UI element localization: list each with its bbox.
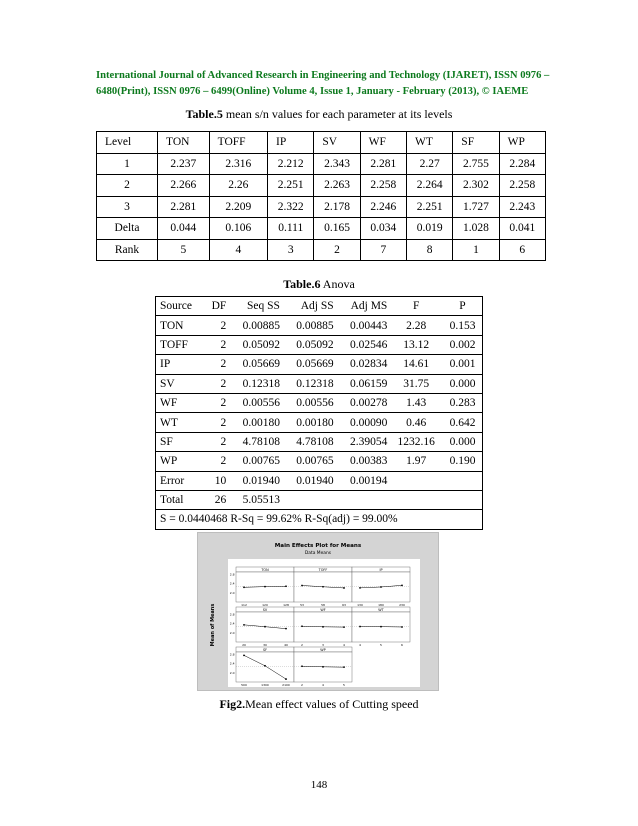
table6-cell: 0.00765	[242, 455, 280, 468]
table5-header-cell: WP	[499, 132, 545, 154]
table5-cell: 0.034	[360, 218, 406, 240]
table6-cell: 5.05513	[242, 494, 280, 507]
table5-row	[97, 218, 546, 240]
data-point	[343, 626, 345, 628]
table5-cell: 2.178	[314, 196, 360, 218]
data-point	[285, 628, 287, 630]
table6-cell: WP	[156, 452, 205, 471]
table6-cell	[336, 490, 390, 509]
table5-cell: 2.209	[209, 196, 267, 218]
x-tick-label: 40	[284, 643, 288, 648]
table6-row	[156, 355, 483, 374]
table6-row	[156, 432, 483, 451]
x-tick-label: 3	[322, 643, 324, 648]
table6-row	[156, 316, 483, 335]
table6-cell: 0.01940	[242, 474, 280, 487]
table5-header-cell: IP	[268, 132, 314, 154]
data-point	[264, 586, 266, 588]
data-point	[243, 586, 245, 588]
table5-header-cell: TOFF	[209, 132, 267, 154]
table6-cell: 0.002	[443, 335, 482, 354]
table5-header-cell: WT	[406, 132, 452, 154]
table6-cell: 1.43	[406, 397, 427, 410]
table5-row	[97, 153, 546, 175]
table6-cell: 0.153	[443, 316, 482, 335]
table5-header-cell: SV	[314, 132, 360, 154]
table6-cell: 0.000	[443, 374, 482, 393]
table5-cell: 0.019	[406, 218, 452, 240]
panel-label: WP	[320, 647, 326, 652]
table6-row	[156, 452, 483, 471]
table6-cell: 2	[220, 377, 227, 390]
table6-cell: 2	[220, 416, 227, 429]
table6-cell	[389, 490, 443, 509]
table6-header-cell: P	[443, 297, 482, 316]
table5-cell: 0.111	[268, 218, 314, 240]
table5-mean-sn-values	[96, 131, 546, 261]
table6-cell: 0.05092	[242, 338, 280, 351]
table6-cell	[389, 471, 443, 490]
table5-cell: 0.106	[209, 218, 267, 240]
table6-header-cell: Adj SS	[300, 300, 334, 313]
table6-cell: 2	[220, 358, 227, 371]
table5-cell: 4	[209, 239, 267, 261]
journal-header-line2: 6480(Print), ISSN 0976 – 6499(Online) Volume 4, Issue 1, January - February (2013), © IAEME	[96, 86, 529, 97]
table6-cell: 10	[214, 474, 227, 487]
table6-header-cell: Seq SS	[247, 300, 280, 313]
table6-cell: 0.00180	[296, 416, 334, 429]
data-point	[359, 626, 361, 628]
x-tick-label: 2	[301, 643, 303, 648]
table6-cell: 0.12318	[242, 377, 280, 390]
table6-cell: Total	[156, 490, 205, 509]
table6-cell: 0.00194	[349, 474, 388, 487]
data-point	[264, 665, 266, 667]
data-point	[401, 626, 403, 628]
table6-cell	[443, 490, 482, 509]
table5-cell: 5	[158, 239, 210, 261]
x-tick-label: 130	[357, 603, 363, 608]
x-tick-label: 4	[322, 683, 324, 688]
table5-cell: 2.246	[360, 196, 406, 218]
table6-cell	[443, 471, 482, 490]
table6-cell: SF	[156, 432, 205, 451]
table6-cell: 2	[220, 319, 227, 332]
table6-cell: Error	[156, 471, 205, 490]
table5-cell: 2.263	[314, 175, 360, 197]
x-tick-label: 6	[401, 643, 403, 648]
x-tick-label: 58	[321, 603, 325, 608]
table5-cell: 2.281	[360, 153, 406, 175]
table5-caption-label: Table.5	[185, 107, 223, 121]
table5-cell: 2.302	[453, 175, 499, 197]
table6-cell: 0.46	[406, 416, 427, 429]
journal-header-line1: International Journal of Advanced Research in Engineering and Technology (IJARET), ISSN 0976 –	[96, 70, 550, 81]
panel-label: TOFF	[318, 567, 328, 572]
table5-cell: 2.284	[499, 153, 545, 175]
data-point	[343, 666, 345, 668]
table5-cell: 2.322	[268, 196, 314, 218]
panel-label: WF	[320, 607, 326, 612]
table6-cell: 0.06159	[349, 377, 388, 390]
data-point	[243, 624, 245, 626]
y-tick-label: 2.0	[229, 670, 235, 675]
x-tick-label: 2	[301, 683, 303, 688]
table6-cell: 0.001	[443, 355, 482, 374]
chart-title: Main Effects Plot for Means	[274, 543, 362, 549]
table6-cell: 0.00278	[349, 397, 388, 410]
table6-cell: 2	[220, 435, 227, 448]
table5-header-cell: WF	[360, 132, 406, 154]
table6-cell: 0.02546	[349, 338, 388, 351]
table5-cell: 8	[406, 239, 452, 261]
table5-cell: 1	[453, 239, 499, 261]
table6-cell: WT	[156, 413, 205, 432]
table6-summary-row	[156, 510, 483, 529]
table5-cell: 2.264	[406, 175, 452, 197]
y-tick-label: 2.8	[229, 572, 235, 577]
table6-cell: 2	[220, 455, 227, 468]
table6-cell: 4.78108	[242, 435, 280, 448]
table5-cell: 0.041	[499, 218, 545, 240]
data-point	[301, 585, 303, 587]
panel-label: SV	[262, 607, 268, 612]
table6-row	[156, 413, 483, 432]
table6-cell: WF	[156, 393, 205, 412]
table6-cell: 0.00443	[349, 319, 388, 332]
data-point	[380, 586, 382, 588]
table5-row	[97, 175, 546, 197]
table5-header-cell: SF	[453, 132, 499, 154]
table6-cell: 2.39054	[349, 435, 388, 448]
data-point	[322, 626, 324, 628]
table6-cell: 0.12318	[296, 377, 334, 390]
table6-cell: 1232.16	[397, 435, 435, 448]
y-axis-label: Mean of Means	[210, 603, 216, 647]
table6-cell: TOFF	[156, 335, 205, 354]
data-point	[359, 587, 361, 589]
table6-cell: 2	[220, 397, 227, 410]
main-effects-chart	[198, 533, 438, 690]
table6-cell: 2.28	[406, 319, 427, 332]
panel-label: SF	[262, 647, 268, 652]
table5-cell: 2.316	[209, 153, 267, 175]
x-tick-label: 2100	[282, 683, 290, 688]
data-point	[301, 665, 303, 667]
table6-cell: 0.05092	[296, 338, 334, 351]
y-tick-label: 2.4	[229, 621, 235, 626]
x-tick-label: 30	[263, 643, 267, 648]
table6-cell: 0.05669	[242, 358, 280, 371]
chart-subtitle: Data Means	[304, 551, 332, 556]
table6-caption	[0, 277, 638, 292]
x-tick-label: 128	[283, 603, 289, 608]
table6-cell: 0.00885	[296, 319, 334, 332]
table5-cell: 2.237	[158, 153, 210, 175]
panel-label: TON	[261, 567, 269, 572]
table5-cell: 6	[499, 239, 545, 261]
table5-cell: 3	[97, 196, 158, 218]
x-tick-label: 120	[262, 603, 268, 608]
journal-header	[96, 68, 556, 100]
x-tick-label: 4	[359, 643, 361, 648]
table6-cell: SV	[156, 374, 205, 393]
x-tick-label: 20	[242, 643, 246, 648]
panel-frame	[236, 652, 294, 682]
table5-cell: 1.727	[453, 196, 499, 218]
table6-header-cell: Source	[156, 297, 205, 316]
table5-cell: 2	[97, 175, 158, 197]
table6-cell: 0.05669	[296, 358, 334, 371]
table6-cell: 2	[220, 338, 227, 351]
table6-summary: S = 0.0440468 R-Sq = 99.62% R-Sq(adj) = 99.00%	[156, 510, 483, 529]
data-point	[380, 626, 382, 628]
table5-cell: 2.755	[453, 153, 499, 175]
table5-cell: 2.343	[314, 153, 360, 175]
y-tick-label: 2.4	[229, 661, 235, 666]
table5-caption	[0, 107, 638, 122]
data-point	[285, 585, 287, 587]
figure-caption	[0, 697, 638, 712]
table6-cell: 14.61	[403, 358, 430, 371]
figure-caption-text: Mean effect values of Cutting speed	[245, 697, 419, 711]
panel-label: WT	[378, 607, 384, 612]
table5-cell: 0.044	[158, 218, 210, 240]
x-tick-label: 180	[378, 603, 384, 608]
table6-cell: 0.642	[443, 413, 482, 432]
data-point	[322, 666, 324, 668]
x-tick-label: 230	[399, 603, 405, 608]
table5-cell: 1.028	[453, 218, 499, 240]
table5-cell: 2.266	[158, 175, 210, 197]
main-effects-figure	[197, 532, 439, 691]
table6-cell: 0.283	[443, 393, 482, 412]
table5-cell: 7	[360, 239, 406, 261]
table5-cell: 2.26	[209, 175, 267, 197]
table6-cell: 0.00383	[349, 455, 388, 468]
table5-cell: 3	[268, 239, 314, 261]
y-tick-label: 2.8	[229, 612, 235, 617]
table5-header-row	[97, 132, 546, 154]
panel-label: IP	[379, 567, 383, 572]
y-tick-label: 2.0	[229, 590, 235, 595]
table5-cell: 2.251	[406, 196, 452, 218]
table5-cell: 2.258	[499, 175, 545, 197]
table5-row	[97, 239, 546, 261]
table6-row	[156, 490, 483, 509]
table6-cell: 31.75	[403, 377, 430, 390]
data-point	[322, 586, 324, 588]
table6-cell: 0.00180	[242, 416, 280, 429]
table5-cell: 2.27	[406, 153, 452, 175]
y-tick-label: 2.8	[229, 652, 235, 657]
figure-caption-label: Fig2.	[219, 697, 246, 711]
table6-header-cell: Adj MS	[350, 300, 388, 313]
table6-cell: 0.00556	[242, 397, 280, 410]
table6-cell: 1.97	[406, 455, 427, 468]
table6-cell: 0.01940	[296, 474, 334, 487]
table6-cell: TON	[156, 316, 205, 335]
table6-header-row	[156, 297, 483, 316]
table5-cell: 2.243	[499, 196, 545, 218]
table6-anova	[155, 296, 483, 530]
y-tick-label: 2.0	[229, 630, 235, 635]
data-point	[285, 678, 287, 680]
table6-cell: 4.78108	[296, 435, 334, 448]
page-number: 148	[310, 779, 328, 791]
table6-cell: 13.12	[403, 338, 430, 351]
table5-cell: 2.212	[268, 153, 314, 175]
table5-cell: 2	[314, 239, 360, 261]
table6-row	[156, 393, 483, 412]
table6-cell: 0.00885	[242, 319, 280, 332]
table5-cell: 0.165	[314, 218, 360, 240]
table6-cell: 0.190	[443, 452, 482, 471]
table6-row	[156, 374, 483, 393]
data-point	[264, 626, 266, 628]
table5-header-cell: TON	[158, 132, 210, 154]
x-tick-label: 112	[241, 603, 247, 608]
table6-caption-label: Table.6	[283, 277, 321, 291]
table5-cell: 2.251	[268, 175, 314, 197]
table5-caption-text: mean s/n values for each parameter at its levels	[222, 107, 453, 121]
x-tick-label: 5	[343, 683, 345, 688]
data-point	[401, 584, 403, 586]
table5-cell: 2.281	[158, 196, 210, 218]
table5-cell: Delta	[97, 218, 158, 240]
x-tick-label: 5	[380, 643, 382, 648]
table6-row	[156, 335, 483, 354]
table6-caption-text: Anova	[320, 277, 355, 291]
x-tick-label: 4	[343, 643, 345, 648]
y-tick-label: 2.4	[229, 581, 235, 586]
table6-row	[156, 471, 483, 490]
table6-cell: 26	[214, 494, 227, 507]
data-point	[343, 587, 345, 589]
table5-cell: 2.258	[360, 175, 406, 197]
x-tick-label: 63	[342, 603, 346, 608]
x-tick-label: 53	[300, 603, 304, 608]
table6-header-cell: F	[412, 300, 420, 313]
table6-cell: 0.02834	[349, 358, 388, 371]
table6-cell: 0.00765	[296, 455, 334, 468]
table6-cell: IP	[156, 355, 205, 374]
data-point	[301, 625, 303, 627]
table6-cell: 0.000	[443, 432, 482, 451]
x-tick-label: 1300	[261, 683, 269, 688]
table6-cell: 0.00556	[296, 397, 334, 410]
table5-cell: Rank	[97, 239, 158, 261]
table5-header-cell: Level	[97, 132, 158, 154]
x-tick-label: 500	[241, 683, 247, 688]
table6-header-cell: DF	[211, 300, 227, 313]
table6-cell	[282, 490, 336, 509]
table5-cell: 1	[97, 153, 158, 175]
data-point	[243, 654, 245, 656]
table6-cell: 0.00090	[349, 416, 388, 429]
table5-row	[97, 196, 546, 218]
